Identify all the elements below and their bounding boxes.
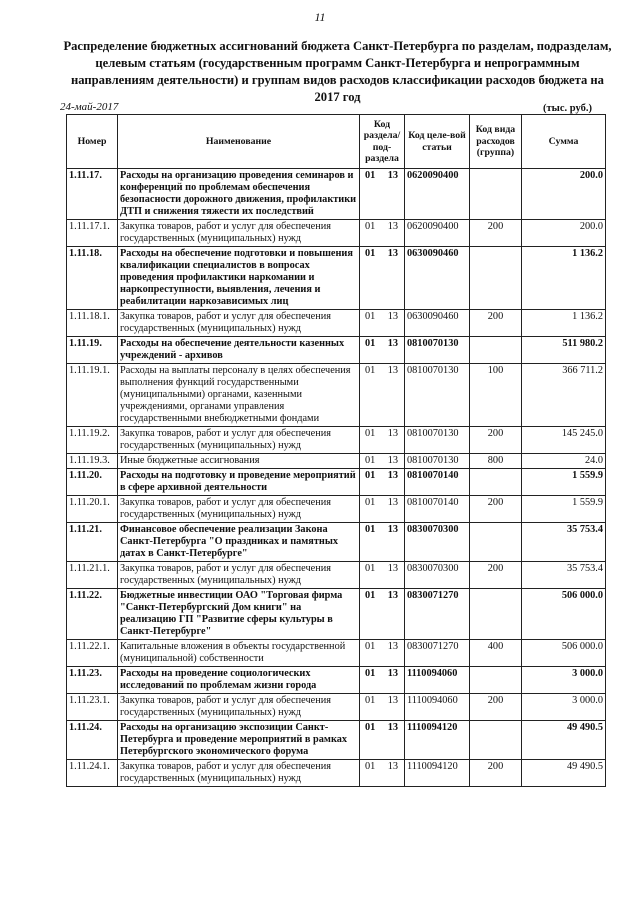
table-row — [67, 310, 606, 337]
row-razdel-code — [360, 562, 405, 589]
row-number: 1.11.21. — [67, 523, 118, 562]
row-csr-code: 1110094120 — [405, 721, 470, 760]
row-razdel-code — [360, 523, 405, 562]
podrazdel-code: 13 — [387, 668, 398, 679]
table-row — [67, 427, 606, 454]
podrazdel-code: 13 — [387, 497, 398, 508]
row-vr-code: 200 — [470, 427, 522, 454]
row-csr-code: 0830071270 — [405, 640, 470, 667]
row-name: Бюджетные инвестиции ОАО "Торговая фирма "Санкт-Петербургский Дом книги" на реализацию ГП "Развитие сферы культуры в Санкт-Петербурге" — [118, 589, 360, 640]
row-number: 1.11.19.3. — [67, 454, 118, 469]
row-csr-code: 0830071270 — [405, 589, 470, 640]
row-name: Закупка товаров, работ и услуг для обеспечения государственных (муниципальных) нужд — [118, 310, 360, 337]
podrazdel-code: 13 — [387, 470, 398, 481]
razdel-code: 01 — [365, 470, 376, 481]
row-vr-code: 200 — [470, 760, 522, 787]
row-sum: 200.0 — [522, 169, 606, 220]
row-name: Финансовое обеспечение реализации Закона Санкт-Петербурга "О праздниках и памятных датах в Санкт-Петербурге" — [118, 523, 360, 562]
razdel-code: 01 — [365, 221, 376, 232]
row-sum: 49 490.5 — [522, 721, 606, 760]
table-row — [67, 169, 606, 220]
row-csr-code: 0810070130 — [405, 427, 470, 454]
table-row — [67, 760, 606, 787]
header-vr: Код вида расходов (группа) — [470, 115, 522, 169]
row-number: 1.11.24. — [67, 721, 118, 760]
row-number: 1.11.22.1. — [67, 640, 118, 667]
razdel-code: 01 — [365, 497, 376, 508]
podrazdel-code: 13 — [387, 695, 398, 706]
row-razdel-code — [360, 220, 405, 247]
podrazdel-code: 13 — [387, 170, 398, 181]
row-number: 1.11.19.2. — [67, 427, 118, 454]
podrazdel-code: 13 — [387, 221, 398, 232]
table-header-row — [67, 115, 606, 169]
row-sum: 3 000.0 — [522, 694, 606, 721]
row-razdel-code — [360, 364, 405, 427]
row-vr-code: 200 — [470, 694, 522, 721]
podrazdel-code: 13 — [387, 722, 398, 733]
row-number: 1.11.22. — [67, 589, 118, 640]
row-sum: 35 753.4 — [522, 523, 606, 562]
podrazdel-code: 13 — [387, 641, 398, 652]
row-vr-code — [470, 667, 522, 694]
row-vr-code — [470, 469, 522, 496]
row-name: Расходы на организацию экспозиции Санкт-Петербурга и проведение мероприятий в рамках Петербургского экономического форума — [118, 721, 360, 760]
razdel-code: 01 — [365, 761, 376, 772]
razdel-code: 01 — [365, 722, 376, 733]
row-razdel-code — [360, 760, 405, 787]
row-number: 1.11.17. — [67, 169, 118, 220]
header-number: Номер — [67, 115, 118, 169]
row-vr-code — [470, 523, 522, 562]
row-csr-code: 0630090460 — [405, 310, 470, 337]
razdel-code: 01 — [365, 338, 376, 349]
table-row — [67, 640, 606, 667]
razdel-code: 01 — [365, 590, 376, 601]
row-vr-code: 200 — [470, 220, 522, 247]
razdel-code: 01 — [365, 365, 376, 376]
row-vr-code: 200 — [470, 496, 522, 523]
razdel-code: 01 — [365, 563, 376, 574]
row-name: Капитальные вложения в объекты государственной (муниципальной) собственности — [118, 640, 360, 667]
row-sum: 366 711.2 — [522, 364, 606, 427]
row-name: Закупка товаров, работ и услуг для обеспечения государственных (муниципальных) нужд — [118, 427, 360, 454]
row-sum: 24.0 — [522, 454, 606, 469]
row-csr-code: 0810070130 — [405, 364, 470, 427]
units-label: (тыс. руб.) — [543, 103, 592, 114]
row-number: 1.11.19. — [67, 337, 118, 364]
table-row — [67, 496, 606, 523]
row-sum: 3 000.0 — [522, 667, 606, 694]
document-date: 24-май-2017 — [60, 101, 119, 113]
row-number: 1.11.21.1. — [67, 562, 118, 589]
podrazdel-code: 13 — [387, 338, 398, 349]
razdel-code: 01 — [365, 248, 376, 259]
podrazdel-code: 13 — [387, 524, 398, 535]
row-name: Расходы на выплаты персоналу в целях обеспечения выполнения функций государственными (муниципальными) органами, казенными учреждениями, органами управления государственными внебюджетными фондами — [118, 364, 360, 427]
row-number: 1.11.17.1. — [67, 220, 118, 247]
row-sum: 1 559.9 — [522, 496, 606, 523]
podrazdel-code: 13 — [387, 455, 398, 466]
table-row — [67, 589, 606, 640]
table-row — [67, 454, 606, 469]
row-razdel-code — [360, 469, 405, 496]
row-razdel-code — [360, 337, 405, 364]
razdel-code: 01 — [365, 524, 376, 535]
podrazdel-code: 13 — [387, 590, 398, 601]
row-sum: 145 245.0 — [522, 427, 606, 454]
table-row — [67, 694, 606, 721]
table-row — [67, 337, 606, 364]
row-csr-code: 0830070300 — [405, 523, 470, 562]
row-number: 1.11.20. — [67, 469, 118, 496]
row-razdel-code — [360, 310, 405, 337]
row-sum: 1 559.9 — [522, 469, 606, 496]
row-csr-code: 0810070130 — [405, 337, 470, 364]
table-body — [67, 169, 606, 787]
header-sum: Сумма — [522, 115, 606, 169]
row-razdel-code — [360, 427, 405, 454]
row-csr-code: 0810070130 — [405, 454, 470, 469]
row-sum: 1 136.2 — [522, 310, 606, 337]
table-row — [67, 562, 606, 589]
row-razdel-code — [360, 640, 405, 667]
row-vr-code — [470, 169, 522, 220]
razdel-code: 01 — [365, 668, 376, 679]
row-razdel-code — [360, 247, 405, 310]
table-row — [67, 220, 606, 247]
row-sum: 506 000.0 — [522, 640, 606, 667]
row-name: Расходы на организацию проведения семинаров и конференций по проблемам обеспечения безопасности дорожного движения, профилактики ДТП и снижения тяжести их последствий — [118, 169, 360, 220]
table-row — [67, 364, 606, 427]
podrazdel-code: 13 — [387, 248, 398, 259]
row-razdel-code — [360, 454, 405, 469]
podrazdel-code: 13 — [387, 563, 398, 574]
row-csr-code: 0810070140 — [405, 496, 470, 523]
row-sum: 1 136.2 — [522, 247, 606, 310]
row-number: 1.11.23.1. — [67, 694, 118, 721]
row-name: Закупка товаров, работ и услуг для обеспечения государственных (муниципальных) нужд — [118, 562, 360, 589]
row-name: Расходы на обеспечение подготовки и повышения квалификации специалистов в вопросах проведения профилактики наркомании и наркопреступности, выявления, лечения и реабилитации наркозависимых лиц — [118, 247, 360, 310]
razdel-code: 01 — [365, 641, 376, 652]
razdel-code: 01 — [365, 455, 376, 466]
row-vr-code — [470, 247, 522, 310]
table-row — [67, 469, 606, 496]
header-name: Наименование — [118, 115, 360, 169]
row-sum: 200.0 — [522, 220, 606, 247]
row-name: Закупка товаров, работ и услуг для обеспечения государственных (муниципальных) нужд — [118, 760, 360, 787]
podrazdel-code: 13 — [387, 311, 398, 322]
row-name: Расходы на подготовку и проведение мероприятий в сфере архивной деятельности — [118, 469, 360, 496]
row-csr-code: 1110094060 — [405, 694, 470, 721]
row-razdel-code — [360, 496, 405, 523]
row-name: Расходы на обеспечение деятельности казенных учреждений - архивов — [118, 337, 360, 364]
row-vr-code — [470, 337, 522, 364]
row-name: Закупка товаров, работ и услуг для обеспечения государственных (муниципальных) нужд — [118, 694, 360, 721]
row-sum: 506 000.0 — [522, 589, 606, 640]
row-sum: 511 980.2 — [522, 337, 606, 364]
table-row — [67, 667, 606, 694]
row-sum: 35 753.4 — [522, 562, 606, 589]
row-vr-code — [470, 589, 522, 640]
razdel-code: 01 — [365, 311, 376, 322]
row-vr-code — [470, 721, 522, 760]
budget-table — [66, 114, 606, 787]
row-razdel-code — [360, 694, 405, 721]
row-razdel-code — [360, 667, 405, 694]
row-number: 1.11.20.1. — [67, 496, 118, 523]
header-razdel: Код раздела/ под-раздела — [360, 115, 405, 169]
row-vr-code: 200 — [470, 310, 522, 337]
row-vr-code: 200 — [470, 562, 522, 589]
row-razdel-code — [360, 169, 405, 220]
row-name: Закупка товаров, работ и услуг для обеспечения государственных (муниципальных) нужд — [118, 496, 360, 523]
razdel-code: 01 — [365, 695, 376, 706]
row-number: 1.11.18.1. — [67, 310, 118, 337]
row-number: 1.11.24.1. — [67, 760, 118, 787]
row-csr-code: 0620090400 — [405, 220, 470, 247]
row-razdel-code — [360, 721, 405, 760]
row-vr-code: 400 — [470, 640, 522, 667]
row-name: Закупка товаров, работ и услуг для обеспечения государственных (муниципальных) нужд — [118, 220, 360, 247]
row-csr-code: 0830070300 — [405, 562, 470, 589]
razdel-code: 01 — [365, 428, 376, 439]
podrazdel-code: 13 — [387, 761, 398, 772]
table-row — [67, 721, 606, 760]
row-sum: 49 490.5 — [522, 760, 606, 787]
page-number: 11 — [314, 10, 326, 24]
row-csr-code: 1110094120 — [405, 760, 470, 787]
table-row — [67, 247, 606, 310]
row-razdel-code — [360, 589, 405, 640]
document-title: Распределение бюджетных ассигнований бюджета Санкт-Петербурга по разделам, подразделам, целевым статьям (государственным программ Санкт-Петербурга и непрограммным направлениям деятельности) и группам видов расходов классификации расходов бюджета на 2017 год — [63, 39, 612, 104]
header-csr: Код целе-вой статьи — [405, 115, 470, 169]
row-number: 1.11.18. — [67, 247, 118, 310]
row-csr-code: 0630090460 — [405, 247, 470, 310]
table-row — [67, 523, 606, 562]
row-csr-code: 0620090400 — [405, 169, 470, 220]
razdel-code: 01 — [365, 170, 376, 181]
row-number: 1.11.23. — [67, 667, 118, 694]
row-csr-code: 0810070140 — [405, 469, 470, 496]
podrazdel-code: 13 — [387, 428, 398, 439]
row-number: 1.11.19.1. — [67, 364, 118, 427]
row-name: Расходы на проведение социологических исследований по проблемам жизни города — [118, 667, 360, 694]
row-name: Иные бюджетные ассигнования — [118, 454, 360, 469]
podrazdel-code: 13 — [387, 365, 398, 376]
row-vr-code: 100 — [470, 364, 522, 427]
row-vr-code: 800 — [470, 454, 522, 469]
row-csr-code: 1110094060 — [405, 667, 470, 694]
